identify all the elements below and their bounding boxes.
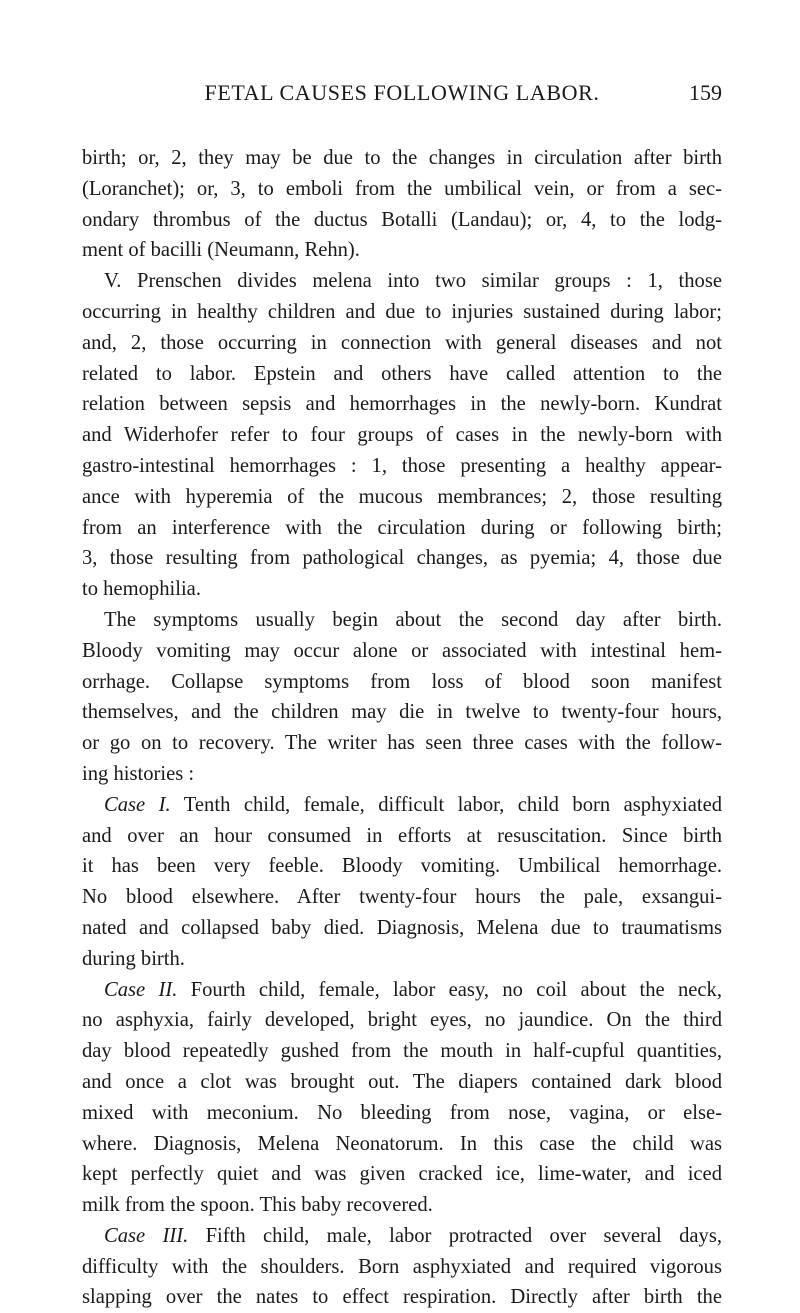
text-line <box>82 944 722 975</box>
text-line <box>82 759 722 790</box>
text-line <box>82 174 722 205</box>
line-text: no asphyxia, fairly developed, bright eyes, no jaundice. On the third <box>82 1009 722 1032</box>
text-line <box>82 359 722 390</box>
line-text: to hemophilia. <box>82 578 201 601</box>
text-line <box>82 328 722 359</box>
text-line <box>82 913 722 944</box>
text-line <box>82 574 722 605</box>
text-line <box>82 1129 722 1160</box>
text-line <box>82 235 722 266</box>
line-text: occurring in healthy children and due to injuries sustained during labor; <box>82 300 722 323</box>
text-line <box>82 266 722 297</box>
text-line <box>82 1282 722 1313</box>
page-header <box>82 80 722 120</box>
line-text: where. Diagnosis, Melena Neonatorum. In this case the child was <box>82 1132 722 1155</box>
line-text: difficulty with the shoulders. Born asphyxiated and required vigorous <box>82 1255 722 1278</box>
line-text: Fifth child, male, labor protracted over several days, <box>188 1224 723 1247</box>
line-text: The symptoms usually begin about the second day after birth. <box>104 608 722 631</box>
line-text: slapping over the nates to effect respiration. Directly after birth the <box>82 1286 722 1309</box>
line-text: themselves, and the children may die in twelve to twenty-four hours, <box>82 701 722 724</box>
line-text: milk from the spoon. This baby recovered. <box>82 1194 433 1217</box>
text-line <box>82 1036 722 1067</box>
line-text: from an interference with the circulation during or following birth; <box>82 516 722 539</box>
text-line <box>82 1067 722 1098</box>
text-line <box>82 605 722 636</box>
page-number: 159 <box>689 80 722 105</box>
line-text: birth; or, 2, they may be due to the changes in circulation after birth <box>82 147 722 169</box>
text-line <box>82 513 722 544</box>
text-line <box>82 1159 722 1190</box>
line-text: during birth. <box>82 947 185 970</box>
line-text: it has been very feeble. Bloody vomiting. Umbilical hemorrhage. <box>82 855 722 878</box>
line-text: Fourth child, female, labor easy, no coil about the neck, <box>177 978 723 1001</box>
text-line <box>82 482 722 513</box>
line-text: Bloody vomiting may occur alone or associated with intestinal hem- <box>82 639 722 662</box>
text-line <box>82 882 722 913</box>
text-line <box>82 821 722 852</box>
text-line <box>82 1190 722 1221</box>
running-head: FETAL CAUSES FOLLOWING LABOR. <box>204 80 600 105</box>
case-heading: Case I. <box>104 793 171 816</box>
line-text: day blood repeatedly gushed from the mouth in half-cupful quantities, <box>82 1040 722 1063</box>
case-heading: Case III. <box>104 1224 189 1247</box>
line-text: related to labor. Epstein and others have called attention to the <box>82 362 722 385</box>
line-text: orrhage. Collapse symptoms from loss of blood soon manifest <box>82 670 722 693</box>
text-line <box>82 1221 722 1252</box>
line-text: and once a clot was brought out. The diapers contained dark blood <box>82 1070 722 1093</box>
line-text: or go on to recovery. The writer has seen three cases with the follow- <box>82 732 722 755</box>
text-line <box>82 697 722 728</box>
line-text: ment of bacilli (Neumann, Rehn). <box>82 239 360 262</box>
text-line <box>82 143 722 174</box>
line-text: and, 2, those occurring in connection with general diseases and not <box>82 331 722 354</box>
line-text: ance with hyperemia of the mucous membrances; 2, those resulting <box>82 485 722 508</box>
text-line <box>82 728 722 759</box>
line-text: ondary thrombus of the ductus Botalli (Landau); or, 4, to the lodg- <box>82 208 722 231</box>
text-line <box>82 297 722 328</box>
case-heading: Case II. <box>104 978 178 1001</box>
text-line <box>82 1252 722 1283</box>
line-text: nated and collapsed baby died. Diagnosis, Melena due to traumatisms <box>82 916 722 939</box>
body-text <box>82 143 722 1313</box>
line-text: gastro-intestinal hemorrhages : 1, those presenting a healthy appear- <box>82 454 722 477</box>
text-line <box>82 790 722 821</box>
line-text: No blood elsewhere. After twenty-four hours the pale, exsangui- <box>82 886 722 909</box>
line-text: relation between sepsis and hemorrhages in the newly-born. Kundrat <box>82 393 722 416</box>
line-text: (Loranchet); or, 3, to emboli from the umbilical vein, or from a sec- <box>82 177 722 200</box>
line-text: V. Prenschen divides melena into two similar groups : 1, those <box>104 270 722 293</box>
text-line <box>82 851 722 882</box>
text-line <box>82 205 722 236</box>
line-text: and Widerhofer refer to four groups of cases in the newly-born with <box>82 424 722 447</box>
line-text: Tenth child, female, difficult labor, child born asphyxiated <box>170 793 723 816</box>
text-line <box>82 636 722 667</box>
text-line <box>82 975 722 1006</box>
line-text: mixed with meconium. No bleeding from nose, vagina, or else- <box>82 1101 722 1124</box>
text-line <box>82 1098 722 1129</box>
text-line <box>82 543 722 574</box>
text-line <box>82 389 722 420</box>
line-text: 3, those resulting from pathological changes, as pyemia; 4, those due <box>82 547 722 570</box>
line-text: and over an hour consumed in efforts at resuscitation. Since birth <box>82 824 722 847</box>
text-line <box>82 1005 722 1036</box>
line-text: ing histories : <box>82 762 195 785</box>
line-text: kept perfectly quiet and was given cracked ice, lime-water, and iced <box>82 1163 722 1186</box>
text-line <box>82 451 722 482</box>
text-line <box>82 420 722 451</box>
text-line <box>82 667 722 698</box>
